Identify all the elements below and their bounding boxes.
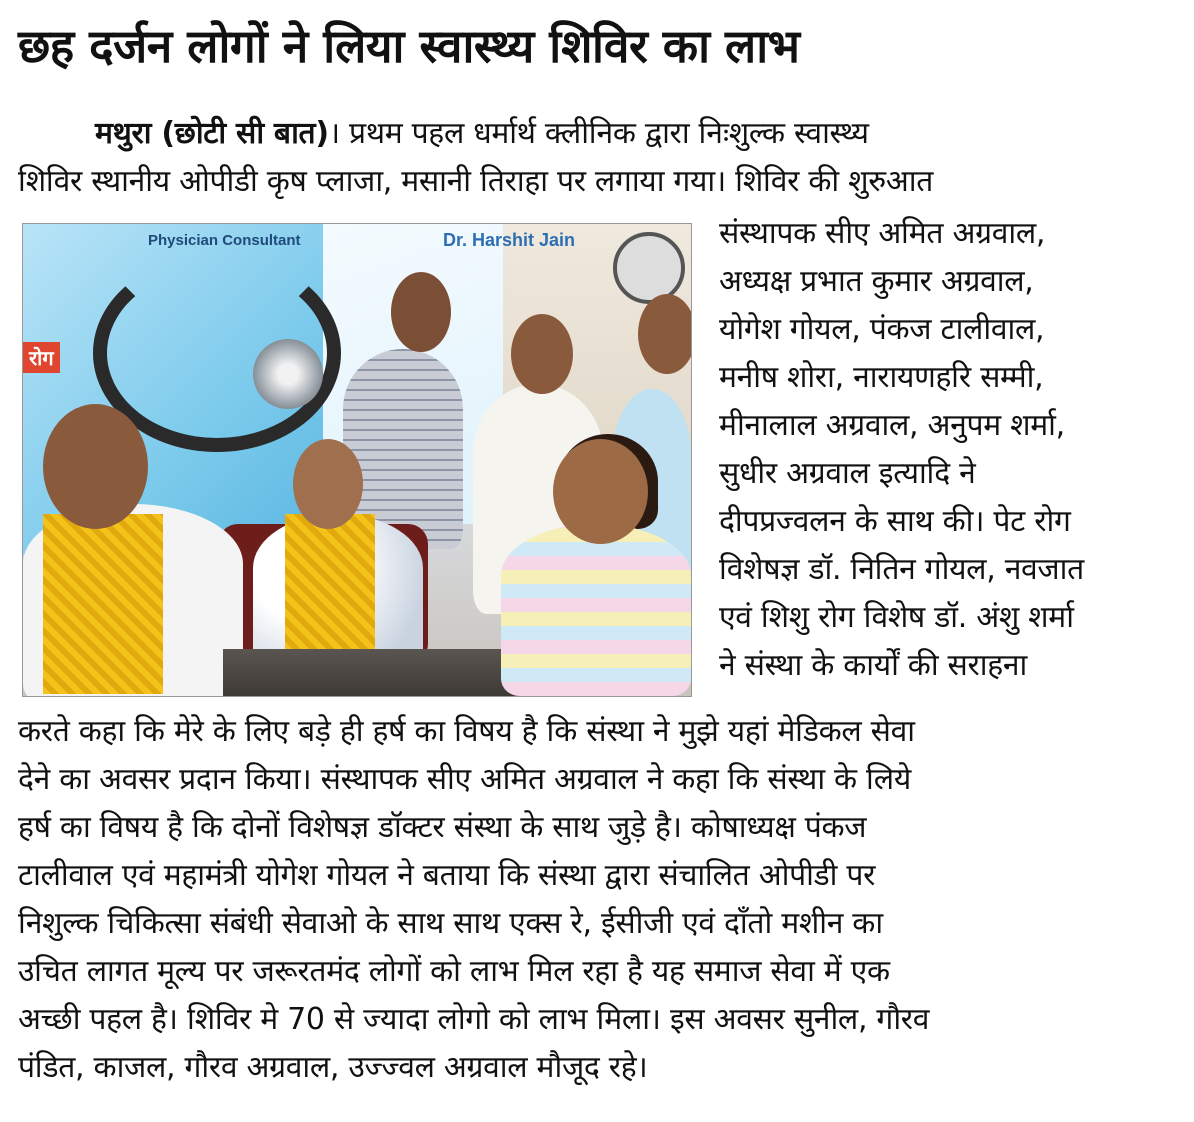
article-body-line-1: करते कहा कि मेरे के लिए बड़े ही हर्ष का विषय है कि संस्था ने मुझे यहां मेडिकल सेवा	[18, 714, 915, 749]
yellow-scarf	[43, 514, 163, 694]
banner-text-physician: Physician Consultant	[148, 232, 301, 249]
stethoscope-bell-graphic	[253, 339, 323, 409]
article-body-line-2: देने का अवसर प्रदान किया। संस्थापक सीए अमित अग्रवाल ने कहा कि संस्था के लिये	[18, 762, 911, 797]
wall-fan	[613, 232, 685, 304]
article-side-line-5: मीनालाल अग्रवाल, अनुपम शर्मा,	[719, 408, 1065, 443]
article-body-line-4: टालीवाल एवं महामंत्री योगेश गोयल ने बताया कि संस्था द्वारा संचालित ओपीडी पर	[18, 858, 876, 893]
person-head	[638, 294, 692, 374]
article-side-line-2: अध्यक्ष प्रभात कुमार अग्रवाल,	[719, 264, 1034, 299]
article-side-line-1: संस्थापक सीए अमित अग्रवाल,	[719, 216, 1046, 251]
news-photo	[22, 223, 692, 697]
dateline: मथुरा (छोटी सी बात)	[95, 116, 329, 151]
article-side-line-4: मनीष शोरा, नारायणहरि सम्मी,	[719, 360, 1044, 395]
article-side-line-10: ने संस्था के कार्यों की सराहना	[719, 648, 1028, 683]
person-head	[553, 439, 648, 544]
person-head	[391, 272, 451, 352]
article-line-1	[95, 112, 869, 156]
article-body-line-6: उचित लागत मूल्य पर जरूरतमंद लोगों को लाभ मिल रहा है यह समाज सेवा में एक	[18, 954, 890, 989]
article-side-line-7: दीपप्रज्वलन के साथ की। पेट रोग	[719, 504, 1071, 539]
person-seated-girl	[501, 524, 691, 696]
banner-label: रोग	[23, 342, 60, 373]
article-side-line-8: विशेषज्ञ डॉ. नितिन गोयल, नवजात	[719, 552, 1084, 587]
person-head	[43, 404, 148, 529]
article-body-line-8: पंडित, काजल, गौरव अग्रवाल, उज्ज्वल अग्रवाल मौजूद रहे।	[18, 1050, 648, 1085]
person-head	[511, 314, 573, 394]
article-line-1-text: । प्रथम पहल धर्मार्थ क्लीनिक द्वारा निःशुल्क स्वास्थ्य	[328, 116, 869, 151]
article-side-line-3: योगेश गोयल, पंकज टालीवाल,	[719, 312, 1045, 347]
person-head	[293, 439, 363, 529]
headline: छह दर्जन लोगों ने लिया स्वास्थ्य शिविर का लाभ	[18, 19, 800, 73]
article-body-line-3: हर्ष का विषय है कि दोनों विशेषज्ञ डॉक्टर संस्था के साथ जुड़े है। कोषाध्यक्ष पंकज	[18, 810, 867, 845]
article-body-line-7: अच्छी पहल है। शिविर मे 70 से ज्यादा लोगो को लाभ मिला। इस अवसर सुनील, गौरव	[18, 1002, 930, 1037]
article-side-line-6: सुधीर अग्रवाल इत्यादि ने	[719, 456, 976, 491]
banner-text-doctor: Dr. Harshit Jain	[443, 230, 576, 250]
article-body-line-5: निशुल्क चिकित्सा संबंधी सेवाओ के साथ साथ एक्स रे, ईसीजी एवं दाँतो मशीन का	[18, 906, 883, 941]
article-line-2: शिविर स्थानीय ओपीडी कृष प्लाजा, मसानी तिराहा पर लगाया गया। शिविर की शुरुआत	[18, 164, 934, 199]
article-side-line-9: एवं शिशु रोग विशेष डॉ. अंशु शर्मा	[719, 600, 1074, 635]
